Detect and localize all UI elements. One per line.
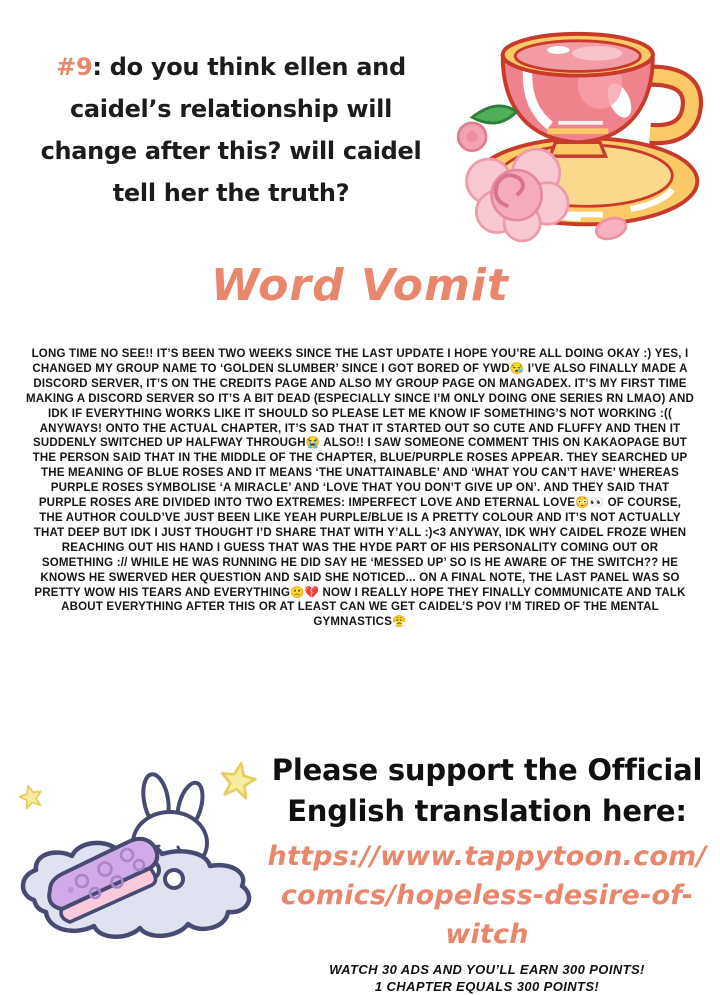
star-icon (219, 760, 258, 799)
support-section (262, 750, 712, 995)
question-text (18, 46, 444, 214)
rose-leaf-icon (458, 106, 516, 151)
bunny-paw (165, 870, 183, 888)
bunny-illustration (4, 740, 280, 956)
question-body: : do you think ellen and caidel’s relationship will change after this? will caidel tell her the truth? (40, 53, 422, 207)
teacup-illustration (436, 8, 714, 246)
support-link[interactable] (262, 837, 712, 954)
teacup-icon (436, 8, 714, 246)
question-number: #9 (56, 53, 93, 81)
word-vomit-paragraph: LONG TIME NO SEE!! IT’S BEEN TWO WEEKS SINCE THE LAST UPDATE I HOPE YOU’RE ALL DOING OKAY :) YES, I CHANGED MY GROUP NAME TO ‘GOLDEN SLUMBER’ SINCE I GOT BORED OF YWD😪 I’VE ALSO FINALLY MADE A DISCORD SERVER, IT’S ON THE CREDITS PAGE AND ALSO MY GROUP PAGE ON MANGADEX. IT’S MY FIRST TIME MAKING A DISCORD SERVER SO IT’S A BIT DEAD (ESPECIALLY SINCE I’M ONLY DOING ONE SERIES RN LMAO) AND IDK IF EVERYTHING WORKS LIKE IT SHOULD SO PLEASE LET ME KNOW IF SOMETHING’S NOT WORKING :(( ANYWAYS! ONTO THE ACTUAL CHAPTER, IT’S SAD THAT IT STARTED OUT SO CUTE AND FLUFFY AND THEN IT SUDDENLY SWITCHED UP HALFWAY THROUGH😭 ALSO!! I SAW SOMEONE COMMENT THIS ON KAKAOPAGE BUT THE PERSON SAID THAT IN THE MIDDLE OF THE CHAPTER, BLUE/PURPLE ROSES APPEAR. THEY SEARCHED UP THE MEANING OF BLUE ROSES AND IT MEANS ‘THE UNATTAINABLE’ AND ‘WHAT YOU CAN’T HAVE’ WHEREAS PURPLE ROSES SYMBOLISE ‘A MIRACLE’ AND ‘LOVE THAT YOU DON’T GIVE UP ON’. AND THEY SAID THAT PURPLE ROSES ARE DIVIDED INTO TWO EXTREMES: IMPERFECT LOVE AND ETERNAL LOVE😳👀 OF COURSE, THE AUTHOR COULD’VE JUST BEEN LIKE YEAH PURPLE/BLUE IS A PRETTY COLOUR AND IT’S NOT ACTUALLY THAT DEEP BUT IDK I JUST THOUGHT I’D SHARE THAT WITH Y’ALL :)<3 ANYWAY, IDK WHY CAIDEL FROZE WHEN REACHING OUT HIS HAND I GUESS THAT WAS THE HYDE PART OF HIS PERSONALITY COMING OUT OR SOMETHING :// WHILE HE WAS RUNNING HE DID SAY HE ‘MESSED UP’ SO IS HE AWARE OF THE SWITCH?? HE KNOWS HE SWERVED HER QUESTION AND SAID SHE NOTICED... ON A FINAL NOTE, THE LAST PANEL WAS SO PRETTY WOW HIS TEARS AND EVERYTHING🙁💔 NOW I REALLY HOPE THEY FINALLY COMMUNICATE AND TALK ABOUT EVERYTHING AFTER THIS OR AT LEAST CAN WE GET CAIDEL’S POV I’M TIRED OF THE MENTAL GYMNASTICS😤 (26, 348, 694, 629)
star-icon (18, 783, 44, 809)
points-note-line-1: WATCH 30 ADS AND YOU’LL EARN 300 POINTS! (329, 962, 645, 977)
url-line-1[interactable]: https://www.tappytoon.com/ (267, 841, 707, 872)
sleeping-bunny-on-cloud-icon (4, 740, 280, 956)
page-title: Word Vomit (211, 260, 509, 311)
support-heading: Please support the Official English translation here: (271, 753, 703, 828)
url-line-2[interactable]: comics/hopeless-desire-of-witch (280, 880, 694, 950)
points-note-line-2: 1 CHAPTER EQUALS 300 POINTS! (374, 979, 600, 994)
points-note (262, 961, 712, 995)
